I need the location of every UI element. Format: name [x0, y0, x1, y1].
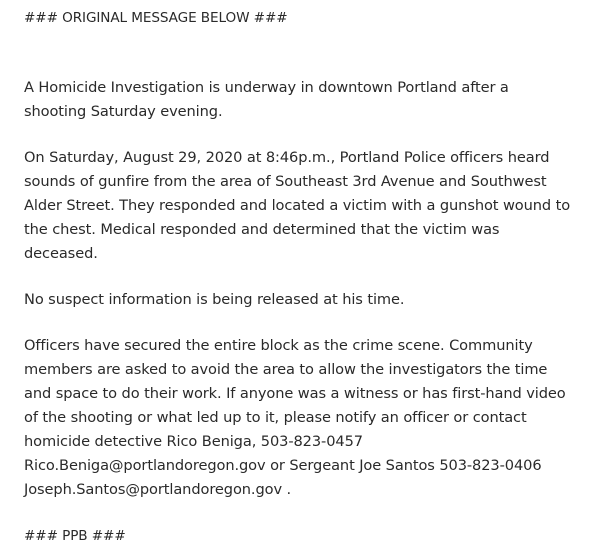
closing-line: and space to do their work. If anyone was a witness or has first-hand video: [24, 385, 566, 402]
detective-contact-line: homicide detective Rico Beniga, 503-823-0457: [24, 433, 363, 450]
intro-line: shooting Saturday evening.: [24, 103, 223, 120]
incident-line: Alder Street. They responded and located a victim with a gunshot wound to: [24, 197, 571, 214]
closing-line: members are asked to avoid the area to allow the investigators the time: [24, 361, 548, 378]
closing-line: Officers have secured the entire block as the crime scene. Community: [24, 337, 533, 354]
email-contact-line: Rico.Beniga@portlandoregon.gov or Sergeant Joe Santos 503-823-0406: [24, 457, 542, 474]
incident-line: sounds of gunfire from the area of Southeast 3rd Avenue and Southwest: [24, 173, 547, 190]
incident-line: deceased.: [24, 245, 98, 262]
ppb-footer-marker: ### PPB ###: [24, 528, 126, 544]
intro-line: A Homicide Investigation is underway in downtown Portland after a: [24, 79, 509, 96]
original-message-marker: ### ORIGINAL MESSAGE BELOW ###: [24, 10, 288, 26]
email-contact-line: Joseph.Santos@portlandoregon.gov .: [24, 481, 292, 498]
incident-line: On Saturday, August 29, 2020 at 8:46p.m., Portland Police officers heard: [24, 149, 550, 166]
suspect-info-line: No suspect information is being released at his time.: [24, 291, 405, 308]
closing-line: of the shooting or what led up to it, please notify an officer or contact: [24, 409, 527, 426]
incident-line: the chest. Medical responded and determined that the victim was: [24, 221, 500, 238]
